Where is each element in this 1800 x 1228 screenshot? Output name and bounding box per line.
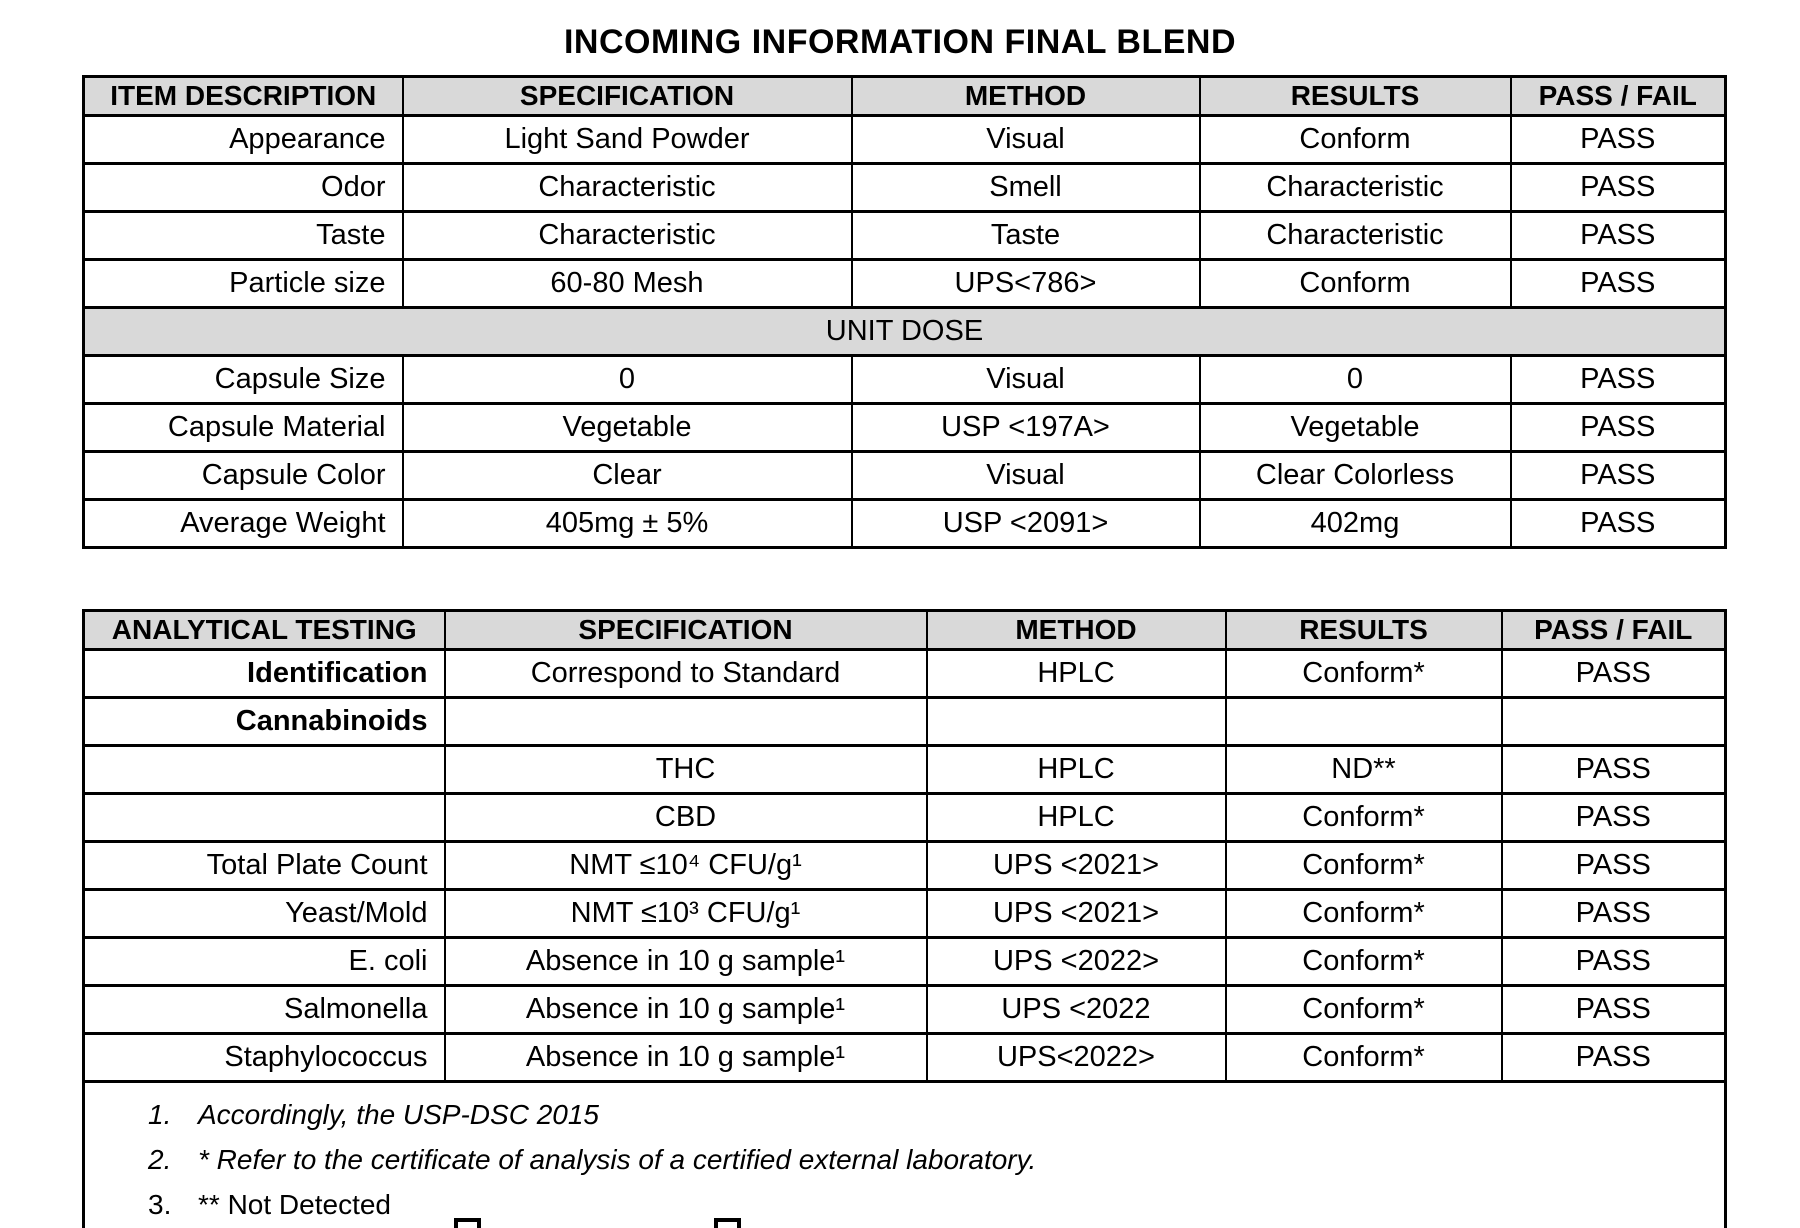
spec-cell: Characteristic	[403, 212, 852, 260]
item-cell: Taste	[84, 212, 403, 260]
spec-cell	[445, 698, 927, 746]
results-cell: Conform*	[1226, 1034, 1502, 1082]
footnote-3	[85, 1188, 1724, 1222]
results-cell: 402mg	[1200, 500, 1511, 548]
item-cell: Odor	[84, 164, 403, 212]
spec-cell: NMT ≤10⁴ CFU/g¹	[445, 842, 927, 890]
col-header-specification: SPECIFICATION	[445, 611, 927, 650]
table-gap	[0, 549, 1800, 609]
incoming-info-table-wrap	[82, 75, 1724, 549]
passfail-cell: PASS	[1511, 500, 1726, 548]
item-cell: Staphylococcus	[84, 1034, 445, 1082]
item-cell: Identification	[84, 650, 445, 698]
spec-cell: Absence in 10 g sample¹	[445, 986, 927, 1034]
results-cell: Conform	[1200, 260, 1511, 308]
table-row	[84, 986, 1726, 1034]
item-cell: Capsule Color	[84, 452, 403, 500]
passfail-cell: PASS	[1511, 404, 1726, 452]
table-row	[84, 890, 1726, 938]
col-header-method: METHOD	[852, 77, 1200, 116]
results-cell: Clear Colorless	[1200, 452, 1511, 500]
item-cell: Yeast/Mold	[84, 890, 445, 938]
item-cell: Total Plate Count	[84, 842, 445, 890]
spec-cell: Vegetable	[403, 404, 852, 452]
footnote-text: Accordingly, the USP-DSC 2015	[198, 1099, 599, 1130]
results-cell: Conform	[1200, 116, 1511, 164]
method-cell: UPS <2022	[927, 986, 1226, 1034]
passfail-cell: PASS	[1502, 650, 1726, 698]
col-header-item-description: ITEM DESCRIPTION	[84, 77, 403, 116]
table-row	[84, 1034, 1726, 1082]
unit-dose-section-label: UNIT DOSE	[84, 308, 1726, 356]
footnotes-cell	[84, 1082, 1726, 1228]
item-cell: Cannabinoids	[84, 698, 445, 746]
col-header-specification: SPECIFICATION	[403, 77, 852, 116]
results-cell: Characteristic	[1200, 212, 1511, 260]
passfail-cell: PASS	[1511, 116, 1726, 164]
table-row	[84, 746, 1726, 794]
footnote-number: 1.	[148, 1099, 172, 1130]
table-row	[84, 842, 1726, 890]
item-cell	[84, 794, 445, 842]
method-cell: Visual	[852, 116, 1200, 164]
passfail-cell: PASS	[1511, 452, 1726, 500]
results-cell: Conform*	[1226, 890, 1502, 938]
footnote-1	[85, 1098, 1724, 1132]
table-row	[84, 794, 1726, 842]
method-cell: UPS<2022>	[927, 1034, 1226, 1082]
analytical-testing-table	[82, 609, 1727, 1228]
item-cell: E. coli	[84, 938, 445, 986]
results-cell: Conform*	[1226, 794, 1502, 842]
method-cell: Taste	[852, 212, 1200, 260]
col-header-passfail: PASS / FAIL	[1502, 611, 1726, 650]
spec-cell: Characteristic	[403, 164, 852, 212]
method-cell: USP <2091>	[852, 500, 1200, 548]
table-row	[84, 650, 1726, 698]
results-cell: 0	[1200, 356, 1511, 404]
col-header-analytical-testing: ANALYTICAL TESTING	[84, 611, 445, 650]
passfail-cell: PASS	[1502, 842, 1726, 890]
table-row	[84, 116, 1726, 164]
spec-cell: THC	[445, 746, 927, 794]
spec-cell: Light Sand Powder	[403, 116, 852, 164]
method-cell: HPLC	[927, 746, 1226, 794]
method-cell	[927, 698, 1226, 746]
passfail-cell: PASS	[1502, 794, 1726, 842]
item-cell: Particle size	[84, 260, 403, 308]
method-cell: HPLC	[927, 650, 1226, 698]
spec-cell: Correspond to Standard	[445, 650, 927, 698]
passfail-cell: PASS	[1502, 986, 1726, 1034]
item-cell: Capsule Size	[84, 356, 403, 404]
item-cell: Average Weight	[84, 500, 403, 548]
table-row	[84, 212, 1726, 260]
passfail-cell: PASS	[1502, 1034, 1726, 1082]
footnote-text: * Refer to the certificate of analysis of a certified external laboratory.	[198, 1144, 1037, 1175]
passfail-cell: PASS	[1511, 260, 1726, 308]
spec-cell: NMT ≤10³ CFU/g¹	[445, 890, 927, 938]
table-row	[84, 500, 1726, 548]
method-cell: UPS <2022>	[927, 938, 1226, 986]
method-cell: UPS <2021>	[927, 890, 1226, 938]
spec-cell: 60-80 Mesh	[403, 260, 852, 308]
passfail-cell	[1502, 698, 1726, 746]
col-header-passfail: PASS / FAIL	[1511, 77, 1726, 116]
spec-cell: Absence in 10 g sample¹	[445, 938, 927, 986]
method-cell: Visual	[852, 356, 1200, 404]
results-cell: Characteristic	[1200, 164, 1511, 212]
checkbox-partial[interactable]	[454, 1218, 481, 1228]
footnotes-row	[84, 1082, 1726, 1228]
footnote-2	[85, 1143, 1724, 1177]
passfail-cell: PASS	[1511, 212, 1726, 260]
table-row	[84, 698, 1726, 746]
results-cell: Conform*	[1226, 986, 1502, 1034]
method-cell: Smell	[852, 164, 1200, 212]
item-cell: Capsule Material	[84, 404, 403, 452]
method-cell: USP <197A>	[852, 404, 1200, 452]
table-row	[84, 938, 1726, 986]
item-cell: Appearance	[84, 116, 403, 164]
footnote-text: ** Not Detected	[198, 1189, 391, 1220]
passfail-cell: PASS	[1502, 938, 1726, 986]
table-row	[84, 404, 1726, 452]
footnote-number: 3.	[148, 1189, 172, 1220]
table-row	[84, 356, 1726, 404]
col-header-results: RESULTS	[1200, 77, 1511, 116]
method-cell: UPS<786>	[852, 260, 1200, 308]
table-row	[84, 164, 1726, 212]
table-header-row	[84, 77, 1726, 116]
method-cell: UPS <2021>	[927, 842, 1226, 890]
method-cell: Visual	[852, 452, 1200, 500]
spec-cell: Clear	[403, 452, 852, 500]
spec-cell: 0	[403, 356, 852, 404]
passfail-cell: PASS	[1502, 890, 1726, 938]
results-cell: Conform*	[1226, 938, 1502, 986]
results-cell: ND**	[1226, 746, 1502, 794]
spec-cell: 405mg ± 5%	[403, 500, 852, 548]
results-cell: Conform*	[1226, 842, 1502, 890]
item-cell	[84, 746, 445, 794]
col-header-results: RESULTS	[1226, 611, 1502, 650]
page-title: INCOMING INFORMATION FINAL BLEND	[563, 23, 1237, 61]
table-row	[84, 260, 1726, 308]
method-cell: HPLC	[927, 794, 1226, 842]
footnote-number: 2.	[148, 1144, 172, 1175]
results-cell: Conform*	[1226, 650, 1502, 698]
results-cell: Vegetable	[1200, 404, 1511, 452]
analytical-testing-table-wrap	[82, 609, 1724, 1228]
item-cell: Salmonella	[84, 986, 445, 1034]
results-cell	[1226, 698, 1502, 746]
unit-dose-section-row	[84, 308, 1726, 356]
table-header-row	[84, 611, 1726, 650]
passfail-cell: PASS	[1502, 746, 1726, 794]
passfail-cell: PASS	[1511, 164, 1726, 212]
incoming-info-table	[82, 75, 1727, 549]
checkbox-partial[interactable]	[714, 1218, 741, 1228]
spec-cell: Absence in 10 g sample¹	[445, 1034, 927, 1082]
spec-cell: CBD	[445, 794, 927, 842]
passfail-cell: PASS	[1511, 356, 1726, 404]
col-header-method: METHOD	[927, 611, 1226, 650]
table-row	[84, 452, 1726, 500]
